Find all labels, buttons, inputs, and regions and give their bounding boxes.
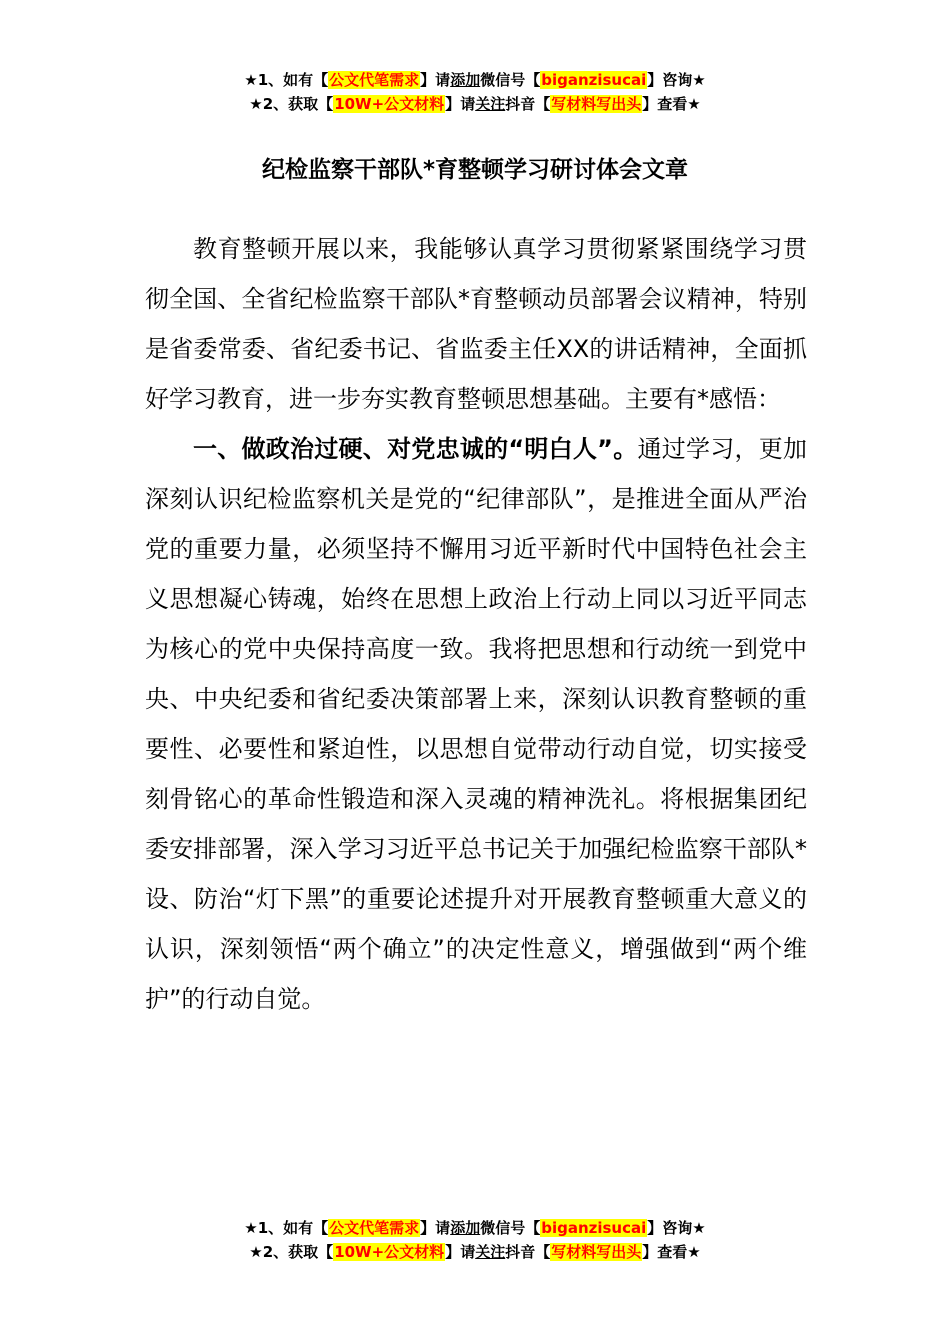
document-title: 纪检监察干部队*育整顿学习研讨体会文章 <box>261 157 689 183</box>
banner-text: 】请 <box>445 95 476 113</box>
underlined-text: 关注 <box>475 1243 506 1261</box>
header-banner <box>0 68 950 116</box>
banner-text: 微信号【 <box>480 1219 541 1237</box>
footer-banner <box>0 1216 950 1264</box>
banner-text: ★2、获取【 <box>249 95 334 113</box>
section-body: 通过学习，更加深刻认识纪检监察机关是党的“纪律部队”，是推进全面从严治党的重要力量，必须坚持不懈用习近平新时代中国特色社会主义思想凝心铸魂，始终在思想上政治上行动上同以习近平同志为核心的党中央保持高度一致。我将把思想和行动统一到党中央、中央纪委和省纪委决策部署上来，深刻认识教育整顿的重要性、必要性和紧迫性，以思想自觉带动行动自觉，切实接受刻骨铭心的革命性锻造和深入灵魂的精神洗礼。将根据集团纪委安排部署，深入学习习近平总书记关于加强纪检监察干部队*设、防治“灯下黑”的重要论述提升对开展教育整顿重大意义的认识，深刻领悟“两个确立”的决定性意义，增强做到“两个维护”的行动自觉。 <box>145 435 808 1013</box>
banner-text: 抖音【 <box>505 95 551 113</box>
banner-text: ★2、获取【 <box>249 1243 334 1261</box>
underlined-text: 关注 <box>475 95 506 113</box>
banner-text: 】请 <box>420 71 451 89</box>
paragraph-section-1 <box>145 424 807 1024</box>
underlined-text: 添加 <box>450 71 481 89</box>
banner-line-1 <box>0 68 950 92</box>
banner-text: 】请 <box>420 1219 451 1237</box>
highlight-douyin-id: 写材料写出头 <box>551 95 642 113</box>
banner-text: 微信号【 <box>480 71 541 89</box>
highlight-douyin-id: 写材料写出头 <box>551 1243 642 1261</box>
document-body <box>145 224 807 1024</box>
highlight-materials: 10W+公文材料 <box>334 95 445 113</box>
banner-text: 】查看★ <box>642 1243 701 1261</box>
section-heading: 一、做政治过硬、对党忠诚的“明白人”。 <box>193 435 638 463</box>
highlight-wechat-id: biganzisucai <box>541 71 647 89</box>
highlight-materials: 10W+公文材料 <box>334 1243 445 1261</box>
banner-line-2 <box>0 92 950 116</box>
banner-text: 抖音【 <box>505 1243 551 1261</box>
banner-line-1 <box>0 1216 950 1240</box>
highlight-service: 公文代笔需求 <box>329 1219 420 1237</box>
banner-text: ★1、如有【 <box>244 71 329 89</box>
highlight-wechat-id: biganzisucai <box>541 1219 647 1237</box>
highlight-service: 公文代笔需求 <box>329 71 420 89</box>
banner-text: 】咨询★ <box>647 1219 706 1237</box>
banner-line-2 <box>0 1240 950 1264</box>
banner-text: 】请 <box>445 1243 476 1261</box>
banner-text: ★1、如有【 <box>244 1219 329 1237</box>
underlined-text: 添加 <box>450 1219 481 1237</box>
banner-text: 】咨询★ <box>647 71 706 89</box>
paragraph-intro: 教育整顿开展以来，我能够认真学习贯彻紧紧围绕学习贯彻全国、全省纪检监察干部队*育整顿动员部署会议精神，特别是省委常委、省纪委书记、省监委主任XX的讲话精神，全面抓好学习教育，进一步夯实教育整顿思想基础。主要有*感悟： <box>145 235 807 413</box>
banner-text: 】查看★ <box>642 95 701 113</box>
